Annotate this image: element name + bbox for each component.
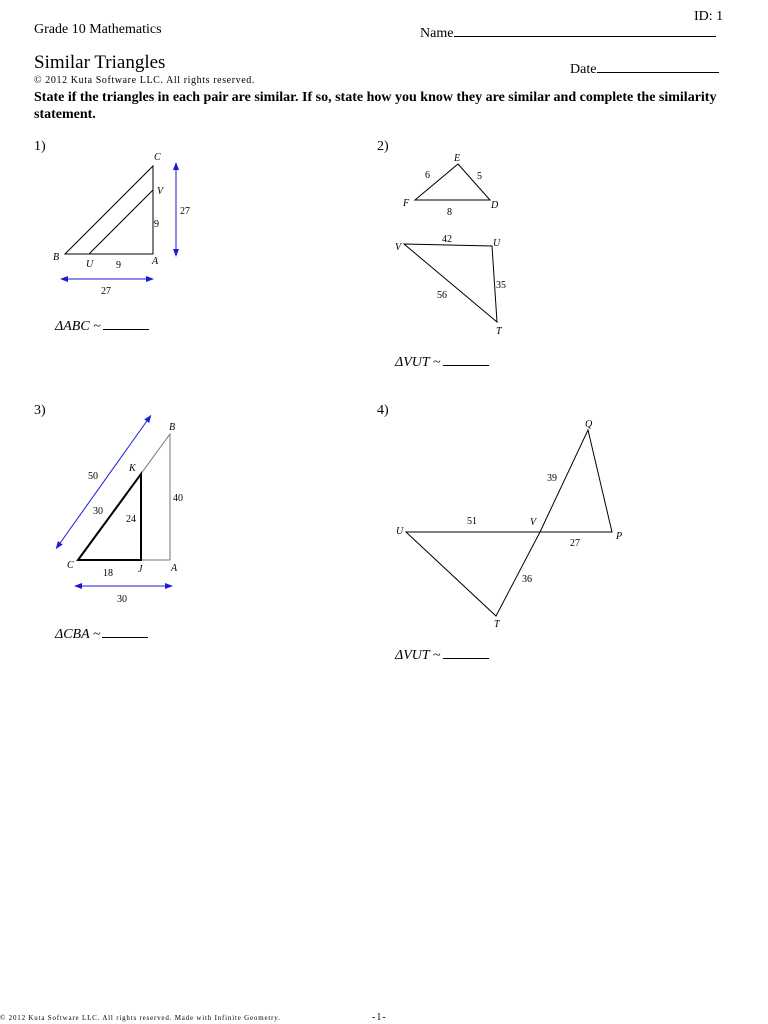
measure-label: 50 (88, 471, 98, 482)
problem-3-figure (50, 412, 200, 612)
measure-label: 30 (93, 506, 103, 517)
problem-4-figure (390, 412, 640, 634)
problem-4-statement (395, 646, 489, 664)
measure-label: 56 (437, 290, 447, 301)
problem-2-figure (390, 148, 520, 338)
problem-3-number: 3) (34, 403, 46, 418)
similarity-statement: ΔCBA ~ (55, 627, 101, 642)
copyright-notice: © 2012 Kuta Software LLC. All rights reserved. (34, 75, 255, 86)
problem-1-number: 1) (34, 139, 46, 154)
answer-blank (103, 317, 149, 330)
measure-label: 9 (116, 260, 121, 271)
vertex-label: V (530, 517, 537, 528)
measure-label: 18 (103, 568, 113, 579)
measure-label: 35 (496, 280, 506, 291)
problem-3-statement (55, 625, 148, 643)
measure-label: 36 (522, 574, 532, 585)
problem-1-statement (55, 317, 149, 335)
page-title: Similar Triangles (34, 52, 166, 73)
triangle-vut (404, 244, 497, 322)
triangle-abc (65, 166, 153, 254)
measure-label: 51 (467, 516, 477, 527)
vertex-label: K (129, 463, 136, 474)
vertex-label: V (157, 186, 164, 197)
vertex-label: T (496, 326, 502, 337)
problem-4-number: 4) (377, 403, 389, 418)
vertex-label: T (494, 619, 500, 630)
vertex-label: V (395, 242, 402, 253)
answer-blank (443, 646, 489, 659)
similarity-statement: ΔVUT ~ (395, 648, 441, 663)
vertex-label: U (86, 259, 94, 270)
date-field (570, 58, 719, 78)
triangle-uvt (406, 532, 540, 616)
vertex-label: A (171, 563, 178, 574)
instructions: State if the triangles in each pair are similar. If so, state how you know they are similar and complete the similarity statement. (34, 90, 717, 122)
measure-label: 8 (447, 207, 452, 218)
problem-2-number: 2) (377, 139, 389, 154)
problem-1-figure (50, 148, 210, 300)
vertex-label: B (169, 422, 176, 433)
measure-label: 42 (442, 234, 452, 245)
name-label: Name (420, 26, 454, 41)
measure-label: 39 (547, 473, 557, 484)
name-blank (454, 22, 716, 37)
vertex-label: B (53, 252, 60, 263)
vertex-label: A (152, 256, 159, 267)
vertex-label: U (493, 238, 501, 249)
measure-label: 27 (101, 286, 111, 297)
footer-copyright: © 2012 Kuta Software LLC. All rights reserved. Made with Infinite Geometry. (0, 1014, 281, 1022)
name-field (420, 22, 716, 42)
vertex-label: U (396, 526, 404, 537)
measure-label: 40 (173, 493, 183, 504)
measure-label: 27 (180, 206, 190, 217)
measure-label: 9 (154, 219, 159, 230)
measure-label: 24 (126, 514, 136, 525)
segment-uv (89, 190, 153, 254)
vertex-label: P (616, 531, 623, 542)
date-blank (597, 58, 719, 73)
vertex-label: D (491, 200, 499, 211)
measure-label: 6 (425, 170, 430, 181)
page-number: -1- (372, 1012, 387, 1023)
measure-label: 27 (570, 538, 580, 549)
problem-2-statement (395, 353, 489, 371)
answer-blank (102, 625, 148, 638)
course-title: Grade 10 Mathematics (34, 22, 162, 37)
similarity-statement: ΔVUT ~ (395, 355, 441, 370)
answer-blank (443, 353, 489, 366)
vertex-label: C (154, 152, 161, 163)
vertex-label: E (454, 153, 461, 164)
vertex-label: C (67, 560, 74, 571)
vertex-label: Q (585, 419, 593, 430)
vertex-label: J (138, 564, 143, 575)
measure-label: 30 (117, 594, 127, 605)
worksheet-id: ID: 1 (694, 9, 724, 24)
similarity-statement: ΔABC ~ (55, 319, 101, 334)
vertex-label: F (403, 198, 410, 209)
measure-label: 5 (477, 171, 482, 182)
date-label: Date (570, 62, 597, 77)
